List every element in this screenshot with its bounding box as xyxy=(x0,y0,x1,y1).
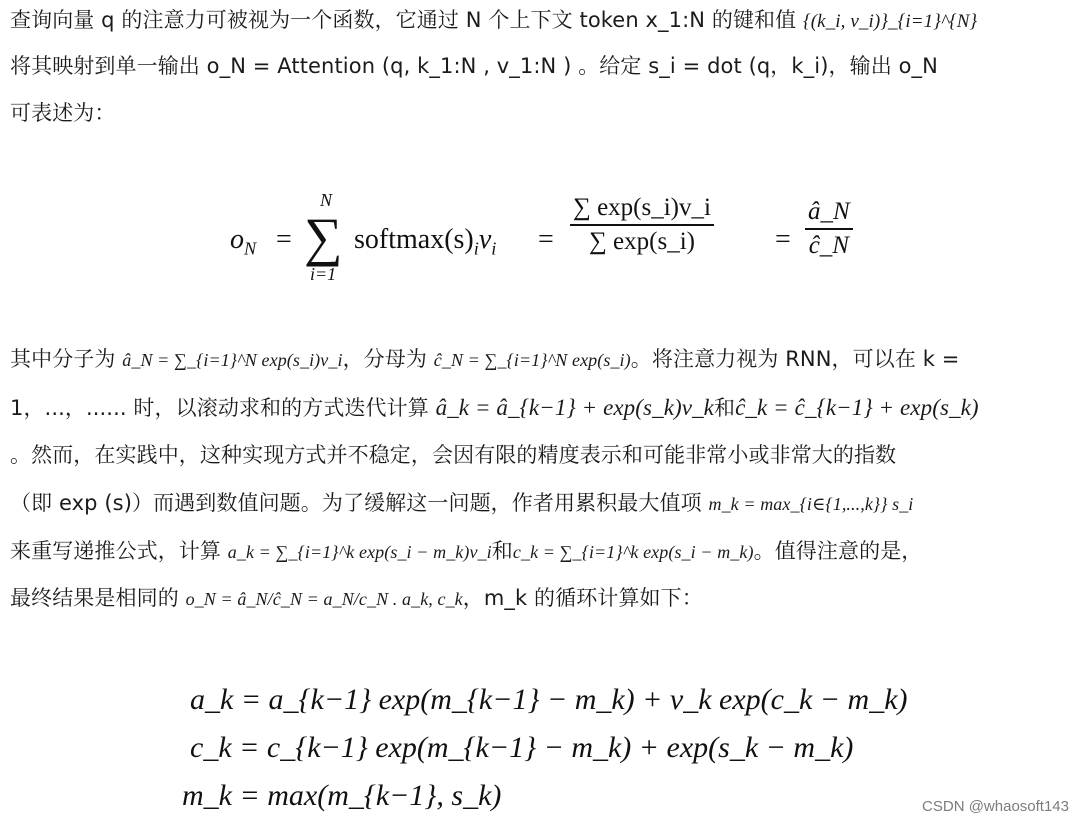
rolling-sum-a-math: â_k = â_{k−1} + exp(s_k)v_k xyxy=(435,395,714,420)
sum-symbol: ∑ xyxy=(304,207,343,267)
softmax-term: $softmax(s)_iv_i$ xyxy=(354,224,497,259)
paragraph-1-line-3: 可表述为： xyxy=(10,101,116,125)
eq-equals-1: = xyxy=(276,224,292,255)
recurrence-m: m_k = max(m_{k−1}, s_k) xyxy=(182,779,502,812)
sum-lower-limit: i=1 xyxy=(310,264,337,284)
stable-a-math: a_k = ∑_{i=1}^k exp(s_i − m_k)v_i xyxy=(227,542,492,562)
csdn-watermark: CSDN @whaosoft143 xyxy=(922,798,1069,815)
paragraph-1-text: 查询向量 q 的注意力可被视为一个函数，它通过 N 个上下文 token x_1:N 的键和值 xyxy=(10,8,797,32)
recurrence-a: a_k = a_{k−1} exp(m_{k−1} − m_k) + v_k exp(c_k − m_k) xyxy=(190,683,908,716)
paragraph-2-line-3: 。然而，在实践中，这种实现方式并不稳定，会因有限的精度表示和可能非常小或非常大的指数 xyxy=(10,443,897,467)
final-output-math: o_N = â_N/ĉ_N = a_N/c_N . a_k, c_k xyxy=(185,589,463,609)
sum-upper-limit: N xyxy=(320,190,333,210)
paragraph-1-line-2: 将其映射到单一输出 o_N = Attention (q, k_1:N , v_1:N ) 。给定 s_i = dot (q，k_i)，输出 o_N xyxy=(10,54,938,78)
paragraph-1-line-1 xyxy=(10,6,977,36)
paragraph-2-line-2: 1，...，...... 时，以滚动求和的方式迭代计算 â_k = â_{k−1} + exp(s_k)v_k和ĉ_k = ĉ_{k−1} + exp(s_k) xyxy=(10,395,979,420)
eq-lhs: $o_N$ xyxy=(230,224,257,259)
cumulative-max-math: m_k = max_{i∈{1,...,k}} s_i xyxy=(708,494,914,514)
rolling-sum-c-math: ĉ_k = ĉ_{k−1} + exp(s_k) xyxy=(735,395,979,420)
recurrence-c: c_k = c_{k−1} exp(m_{k−1} − m_k) + exp(s_k − m_k) xyxy=(190,731,854,764)
stable-c-math: c_k = ∑_{i=1}^k exp(s_i − m_k) xyxy=(512,542,754,562)
paragraph-2-line-4: （即 exp (s)）而遇到数值问题。为了缓解这一问题，作者用累积最大值项 m_k = max_{i∈{1,...,k}} s_i xyxy=(10,491,914,515)
eq-equals-2: = xyxy=(538,224,554,255)
kv-set-math: {(k_i, v_i)}_{i=1}^{N} xyxy=(803,11,978,32)
fraction-numerator: ∑ exp(s_i)v_i xyxy=(570,194,714,226)
attention-equation xyxy=(230,190,860,290)
eq-equals-3: = xyxy=(775,224,791,255)
numerator-def-math: â_N = ∑_{i=1}^N exp(s_i)v_i xyxy=(122,350,343,370)
paragraph-2-line-1: 其中分子为 â_N = ∑_{i=1}^N exp(s_i)v_i，分母为 ĉ_N = ∑_{i=1}^N exp(s_i)。将注意力视为 RNN，可以在 k = xyxy=(10,347,960,371)
paragraph-2-line-6: 最终结果是相同的 o_N = â_N/ĉ_N = a_N/c_N . a_k, c_k，m_k 的循环计算如下： xyxy=(10,586,703,610)
fraction-denominator: ∑ exp(s_i) xyxy=(588,228,695,255)
paragraph-2-line-5: 来重写递推公式，计算 a_k = ∑_{i=1}^k exp(s_i − m_k)v_i和c_k = ∑_{i=1}^k exp(s_i − m_k)。值得注意的是， xyxy=(10,539,923,563)
denominator-def-math: ĉ_N = ∑_{i=1}^N exp(s_i) xyxy=(433,350,631,370)
hat-fraction: $\frac{â\_N}{ĉ\_N}$ xyxy=(805,198,853,260)
softmax-fraction xyxy=(570,194,714,256)
recurrence-equations xyxy=(182,680,910,820)
